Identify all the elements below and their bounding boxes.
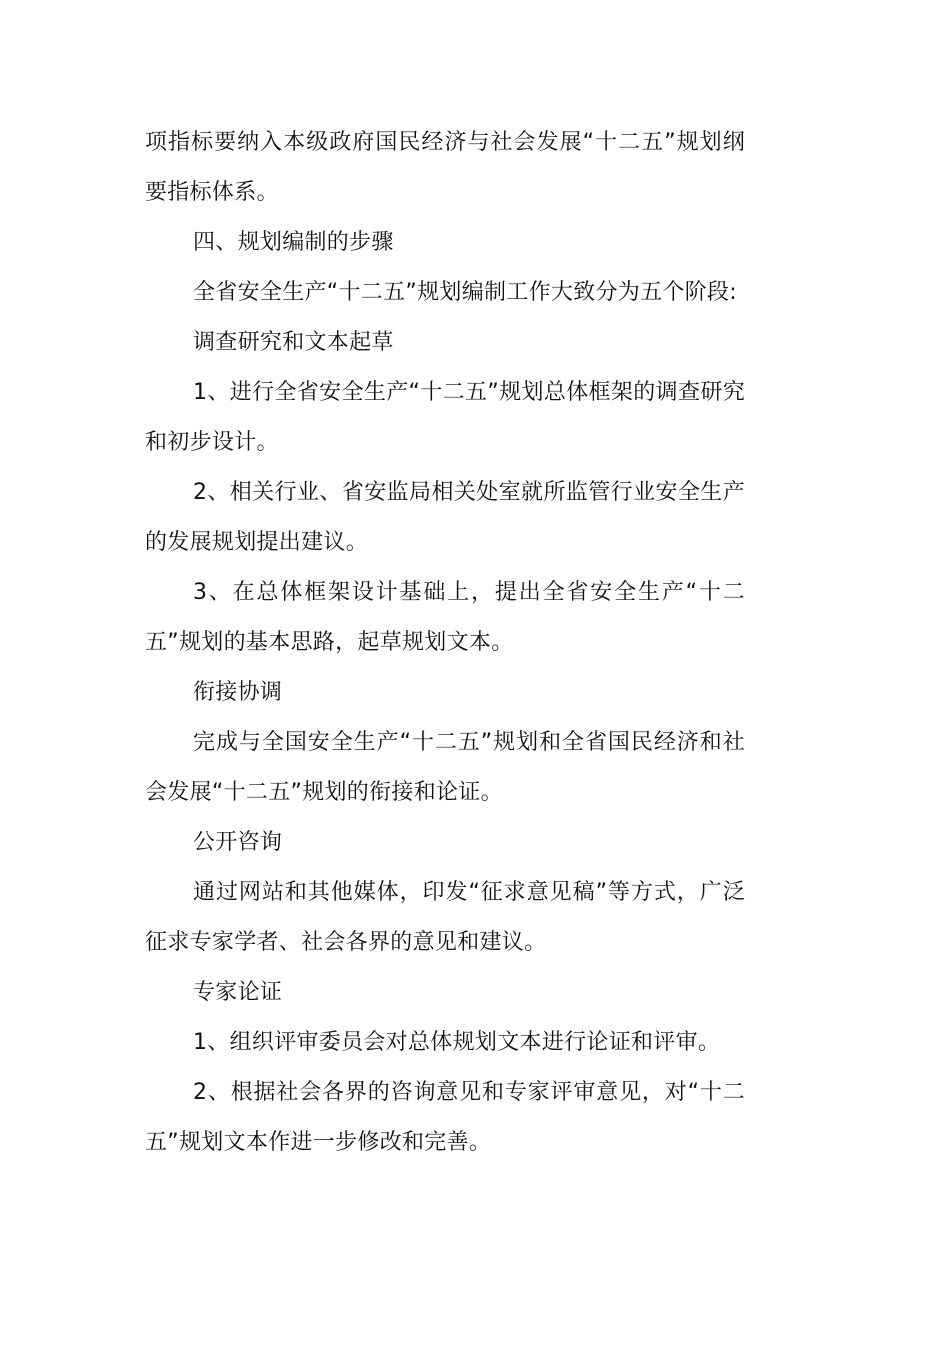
stage-heading-expert-review: 专家论证 [193,980,283,1005]
paragraph-continuation: 项指标要纳入本级政府国民经济与社会发展“十二五”规划纲要指标体系。 [145,130,745,205]
paragraph-coordination: 完成与全国安全生产“十二五”规划和全省国民经济和社会发展“十二五”规划的衔接和论证。 [145,730,745,805]
list-item-research-1: 1、进行全省安全生产“十二五”规划总体框架的调查研究和初步设计。 [145,380,745,455]
stage-heading-coordination: 衔接协调 [193,680,283,705]
list-item-review-2: 2、根据社会各界的咨询意见和专家评审意见，对“十二五”规划文本作进一步修改和完善。 [145,1080,745,1155]
list-item-review-1: 1、组织评审委员会对总体规划文本进行论证和评审。 [193,1030,721,1055]
list-item-research-3: 3、在总体框架设计基础上，提出全省安全生产“十二五”规划的基本思路，起草规划文本。 [145,580,745,655]
stage-heading-consultation: 公开咨询 [193,830,283,855]
stage-heading-research: 调查研究和文本起草 [193,330,394,355]
paragraph-stages-intro: 全省安全生产“十二五”规划编制工作大致分为五个阶段: [193,280,738,305]
paragraph-consultation: 通过网站和其他媒体，印发“征求意见稿”等方式，广泛征求专家学者、社会各界的意见和建议。 [145,880,745,955]
document-body [145,118,745,1168]
section-heading-steps: 四、规划编制的步骤 [193,230,394,255]
list-item-research-2: 2、相关行业、省安监局相关处室就所监管行业安全生产的发展规划提出建议。 [145,480,745,555]
